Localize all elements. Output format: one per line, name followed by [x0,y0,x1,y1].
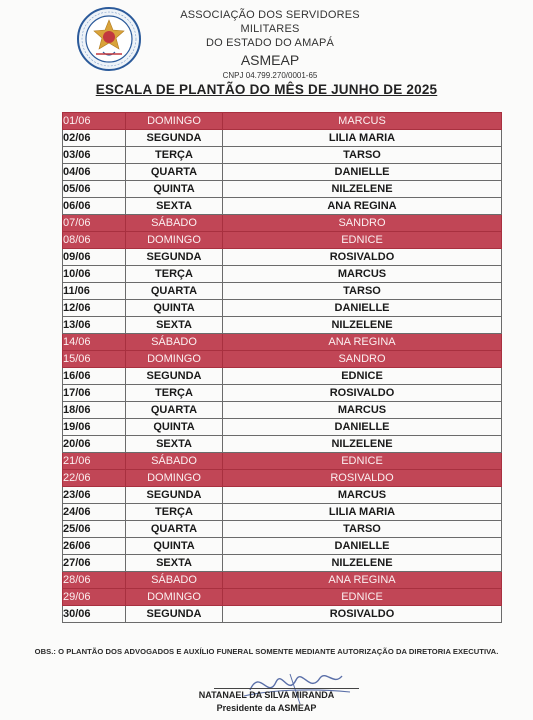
date-cell: 22/06 [63,470,126,487]
weekday-cell: TERÇA [126,385,223,402]
name-cell: EDNICE [223,368,502,385]
date-cell: 02/06 [63,130,126,147]
table-row [63,130,502,147]
table-row [63,164,502,181]
weekday-cell: QUARTA [126,283,223,300]
table-row [63,147,502,164]
table-row [63,181,502,198]
weekday-cell: SEXTA [126,436,223,453]
name-cell: EDNICE [223,232,502,249]
date-cell: 29/06 [63,589,126,606]
table-row [63,368,502,385]
name-cell: ROSIVALDO [223,606,502,623]
weekday-cell: SÁBADO [126,334,223,351]
table-row [63,334,502,351]
name-cell: TARSO [223,283,502,300]
table-row [63,538,502,555]
weekday-cell: SEXTA [126,317,223,334]
observation-note: OBS.: O PLANTÃO DOS ADVOGADOS E AUXÍLIO FUNERAL SOMENTE MEDIANTE AUTORIZAÇÃO DA DIRETORIA EXECUTIVA. [34,647,499,656]
date-cell: 10/06 [63,266,126,283]
org-cnpj: CNPJ 04.799.270/0001-65 [222,71,318,80]
weekday-cell: QUARTA [126,164,223,181]
table-row [63,453,502,470]
name-cell: EDNICE [223,589,502,606]
weekday-cell: SÁBADO [126,215,223,232]
name-cell: MARCUS [223,402,502,419]
table-row [63,249,502,266]
table-row [63,317,502,334]
date-cell: 21/06 [63,453,126,470]
asmeap-seal-icon [76,6,142,72]
weekday-cell: QUINTA [126,181,223,198]
name-cell: EDNICE [223,453,502,470]
name-cell: MARCUS [223,487,502,504]
weekday-cell: QUINTA [126,300,223,317]
table-row [63,402,502,419]
date-cell: 24/06 [63,504,126,521]
date-cell: 06/06 [63,198,126,215]
signer-name: NATANAEL DA SILVA MIRANDA [198,690,335,700]
date-cell: 25/06 [63,521,126,538]
table-row [63,351,502,368]
date-cell: 16/06 [63,368,126,385]
org-name-line1: ASSOCIAÇÃO DOS SERVIDORES MILITARES [180,9,360,35]
name-cell: ROSIVALDO [223,385,502,402]
date-cell: 09/06 [63,249,126,266]
date-cell: 15/06 [63,351,126,368]
name-cell: ROSIVALDO [223,470,502,487]
document-title: ESCALA DE PLANTÃO DO MÊS DE JUNHO DE 2025 [95,82,438,97]
table-row [63,572,502,589]
weekday-cell: DOMINGO [126,351,223,368]
org-name-line2: DO ESTADO DO AMAPÁ [205,37,335,49]
weekday-cell: SEXTA [126,198,223,215]
table-row [63,521,502,538]
date-cell: 30/06 [63,606,126,623]
weekday-cell: SEGUNDA [126,606,223,623]
table-row [63,198,502,215]
date-cell: 07/06 [63,215,126,232]
table-row [63,300,502,317]
table-row [63,555,502,572]
date-cell: 13/06 [63,317,126,334]
date-cell: 26/06 [63,538,126,555]
schedule-table [62,112,502,623]
table-row [63,487,502,504]
date-cell: 03/06 [63,147,126,164]
name-cell: DANIELLE [223,538,502,555]
table-row [63,504,502,521]
table-row [63,385,502,402]
weekday-cell: QUINTA [126,419,223,436]
table-row [63,283,502,300]
table-row [63,215,502,232]
name-cell: DANIELLE [223,164,502,181]
name-cell: ROSIVALDO [223,249,502,266]
table-row [63,419,502,436]
date-cell: 12/06 [63,300,126,317]
table-row [63,606,502,623]
name-cell: MARCUS [223,113,502,130]
name-cell: MARCUS [223,266,502,283]
weekday-cell: SEGUNDA [126,249,223,266]
name-cell: TARSO [223,147,502,164]
weekday-cell: TERÇA [126,266,223,283]
date-cell: 01/06 [63,113,126,130]
name-cell: NILZELENE [223,436,502,453]
weekday-cell: DOMINGO [126,232,223,249]
document-header [0,0,533,80]
name-cell: LILIA MARIA [223,130,502,147]
date-cell: 04/06 [63,164,126,181]
date-cell: 05/06 [63,181,126,198]
table-row [63,589,502,606]
table-row [63,436,502,453]
table-row [63,113,502,130]
name-cell: DANIELLE [223,300,502,317]
weekday-cell: DOMINGO [126,589,223,606]
organization-block [150,8,390,82]
date-cell: 28/06 [63,572,126,589]
weekday-cell: QUARTA [126,521,223,538]
weekday-cell: SEGUNDA [126,487,223,504]
table-row [63,266,502,283]
date-cell: 19/06 [63,419,126,436]
table-row [63,470,502,487]
weekday-cell: TERÇA [126,504,223,521]
org-acronym: ASMEAP [240,52,300,68]
name-cell: SANDRO [223,351,502,368]
weekday-cell: QUARTA [126,402,223,419]
schedule-body [63,113,502,623]
date-cell: 18/06 [63,402,126,419]
weekday-cell: DOMINGO [126,470,223,487]
name-cell: ANA REGINA [223,334,502,351]
name-cell: NILZELENE [223,555,502,572]
date-cell: 11/06 [63,283,126,300]
date-cell: 08/06 [63,232,126,249]
weekday-cell: SEGUNDA [126,368,223,385]
date-cell: 20/06 [63,436,126,453]
signature-line [214,688,359,689]
weekday-cell: QUINTA [126,538,223,555]
table-row [63,232,502,249]
name-cell: NILZELENE [223,317,502,334]
name-cell: NILZELENE [223,181,502,198]
weekday-cell: DOMINGO [126,113,223,130]
date-cell: 17/06 [63,385,126,402]
name-cell: SANDRO [223,215,502,232]
name-cell: DANIELLE [223,419,502,436]
weekday-cell: TERÇA [126,147,223,164]
date-cell: 27/06 [63,555,126,572]
weekday-cell: SEXTA [126,555,223,572]
weekday-cell: SÁBADO [126,572,223,589]
weekday-cell: SÁBADO [126,453,223,470]
weekday-cell: SEGUNDA [126,130,223,147]
date-cell: 14/06 [63,334,126,351]
name-cell: ANA REGINA [223,572,502,589]
signer-role: Presidente da ASMEAP [216,703,317,713]
name-cell: LILIA MARIA [223,504,502,521]
date-cell: 23/06 [63,487,126,504]
name-cell: TARSO [223,521,502,538]
name-cell: ANA REGINA [223,198,502,215]
